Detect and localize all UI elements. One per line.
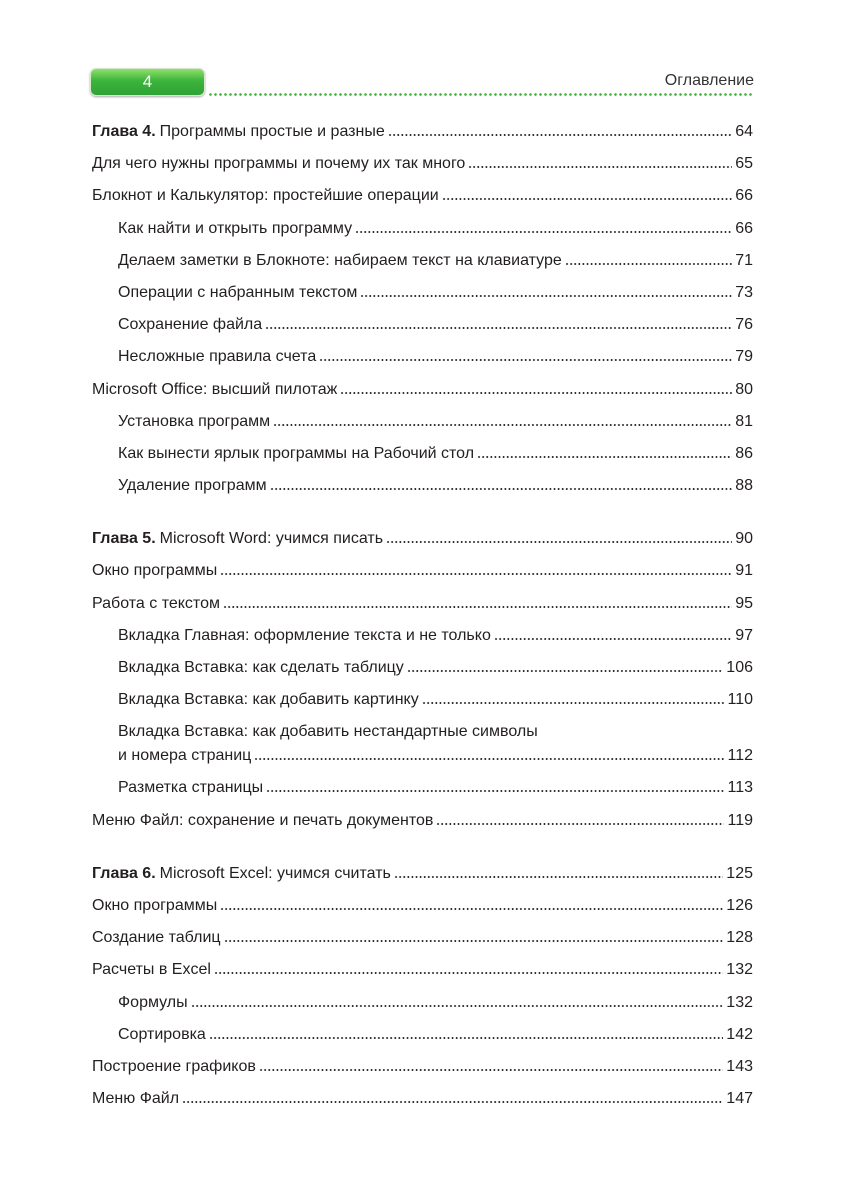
toc-entry-page: 97 bbox=[735, 626, 753, 644]
toc-entry-page: 66 bbox=[735, 219, 753, 237]
dot-leader bbox=[265, 327, 732, 329]
toc-entry[interactable] bbox=[92, 348, 753, 380]
toc-entry[interactable] bbox=[92, 562, 753, 594]
dot-leader bbox=[182, 1101, 723, 1103]
dot-leader bbox=[214, 972, 723, 974]
dot-leader bbox=[273, 424, 732, 426]
toc-entry-title: Окно программы bbox=[92, 562, 218, 580]
toc-entry[interactable] bbox=[92, 961, 753, 993]
toc-entry-title: Разметка страницы bbox=[118, 779, 264, 797]
toc-entry-page: 76 bbox=[735, 316, 753, 334]
toc-entry-title: Меню Файл bbox=[92, 1090, 180, 1108]
toc-entry[interactable] bbox=[92, 316, 753, 348]
toc-chapter-group bbox=[92, 123, 753, 509]
toc-entry-page: 81 bbox=[735, 412, 753, 430]
toc-entry[interactable] bbox=[92, 929, 753, 961]
header-dotted-rule bbox=[208, 93, 754, 96]
toc-entry[interactable] bbox=[92, 627, 753, 659]
dot-leader bbox=[360, 295, 732, 297]
toc-entry-page: 73 bbox=[735, 283, 753, 301]
toc-entry-page: 126 bbox=[726, 896, 753, 914]
toc-entry-page: 86 bbox=[735, 444, 753, 462]
toc-entry[interactable] bbox=[92, 595, 753, 627]
chapter-label: Глава 5. bbox=[92, 530, 156, 548]
toc-entry-title: Расчеты в Excel bbox=[92, 961, 211, 979]
toc-entry-title-line1: Вкладка Вставка: как добавить нестандартные символы bbox=[118, 723, 538, 741]
toc-entry-page: 147 bbox=[726, 1090, 753, 1108]
toc-entry-line2 bbox=[118, 747, 753, 765]
dot-leader bbox=[224, 940, 724, 942]
dot-leader bbox=[468, 166, 732, 168]
toc-entry[interactable] bbox=[92, 477, 753, 509]
toc-entry-title: Программы простые и разные bbox=[159, 123, 385, 140]
toc-entry-page: 90 bbox=[735, 530, 753, 548]
toc-entry-title-line2: и номера страниц bbox=[118, 747, 252, 765]
dot-leader bbox=[209, 1037, 723, 1039]
running-header bbox=[90, 68, 754, 98]
toc-entry[interactable] bbox=[92, 691, 753, 723]
dot-leader bbox=[386, 541, 732, 543]
toc-entry[interactable] bbox=[92, 1090, 753, 1122]
toc-chapter-entry[interactable] bbox=[92, 123, 753, 155]
dot-leader bbox=[565, 263, 732, 265]
toc-entry-page: 113 bbox=[727, 779, 753, 797]
toc-entry-page: 80 bbox=[735, 380, 753, 398]
toc-entry-title: Как найти и открыть программу bbox=[118, 219, 353, 237]
toc-entry-title: Формулы bbox=[118, 993, 188, 1011]
toc-entry-page: 64 bbox=[735, 123, 753, 140]
dot-leader bbox=[422, 702, 725, 704]
dot-leader bbox=[436, 823, 724, 825]
toc-entry[interactable] bbox=[92, 1026, 753, 1058]
toc-entry-page: 119 bbox=[727, 811, 753, 829]
toc-entry-title: Операции с набранным текстом bbox=[118, 283, 358, 301]
toc-entry[interactable] bbox=[92, 187, 753, 219]
toc-entry-title: Для чего нужны программы и почему их так много bbox=[92, 155, 466, 173]
toc-entry[interactable] bbox=[92, 155, 753, 187]
toc-entry-page: 88 bbox=[735, 477, 753, 495]
dot-leader bbox=[220, 908, 723, 910]
dot-leader bbox=[266, 790, 724, 792]
chapter-label: Глава 4. bbox=[92, 123, 156, 140]
dot-leader bbox=[340, 392, 732, 394]
toc-entry-page: 110 bbox=[727, 691, 753, 709]
dot-leader bbox=[223, 606, 732, 608]
toc-entry-page: 79 bbox=[735, 348, 753, 366]
dot-leader bbox=[254, 758, 724, 760]
toc-entry-title: Несложные правила счета bbox=[118, 348, 317, 366]
toc-entry[interactable] bbox=[92, 252, 753, 284]
dot-leader bbox=[191, 1005, 724, 1007]
toc-entry[interactable] bbox=[92, 723, 753, 779]
chapter-label: Глава 6. bbox=[92, 864, 156, 882]
toc-entry[interactable] bbox=[92, 284, 753, 316]
dot-leader bbox=[355, 231, 732, 233]
toc-entry-title: Работа с текстом bbox=[92, 594, 220, 612]
toc-entry-title: Вкладка Вставка: как сделать таблицу bbox=[118, 659, 404, 676]
toc-entry-title: Сортировка bbox=[118, 1025, 206, 1043]
toc-entry-page: 66 bbox=[735, 187, 753, 205]
toc-entry-title: Установка программ bbox=[118, 412, 271, 430]
toc-entry-title: Как вынести ярлык программы на Рабочий стол bbox=[118, 444, 475, 462]
dot-leader bbox=[388, 134, 732, 136]
dot-leader bbox=[259, 1069, 723, 1071]
toc-entry[interactable] bbox=[92, 897, 753, 929]
toc-entry-title: Вкладка Вставка: как добавить картинку bbox=[118, 691, 419, 709]
toc-entry-title: Блокнот и Калькулятор: простейшие операции bbox=[92, 187, 439, 205]
toc-entry[interactable] bbox=[92, 779, 753, 811]
toc-chapter-entry[interactable] bbox=[92, 530, 753, 562]
toc-chapter-group bbox=[92, 530, 753, 844]
toc-entry[interactable] bbox=[92, 381, 753, 413]
toc-entry-page: 143 bbox=[726, 1057, 753, 1075]
toc-entry[interactable] bbox=[92, 659, 753, 691]
toc-entry-page: 95 bbox=[735, 594, 753, 612]
toc-chapter-entry[interactable] bbox=[92, 865, 753, 897]
toc-entry-title: Меню Файл: сохранение и печать документов bbox=[92, 811, 434, 829]
toc-entry-page: 125 bbox=[726, 864, 753, 882]
dot-leader bbox=[407, 670, 724, 672]
toc-entry-page: 132 bbox=[726, 993, 753, 1011]
toc-entry-page: 128 bbox=[726, 929, 753, 947]
toc-entry-title: Microsoft Excel: учимся считать bbox=[159, 864, 391, 882]
dot-leader bbox=[394, 876, 723, 878]
header-title: Оглавление bbox=[664, 72, 754, 89]
toc-chapter-group bbox=[92, 865, 753, 1123]
toc-entry-title: Microsoft Word: учимся писать bbox=[159, 530, 384, 548]
dot-leader bbox=[319, 359, 732, 361]
toc-entry-title: Окно программы bbox=[92, 896, 218, 914]
toc-entry-page: 65 bbox=[735, 155, 753, 173]
page-number: 4 bbox=[142, 72, 153, 91]
dot-leader bbox=[494, 638, 732, 640]
toc-entry-page: 91 bbox=[735, 562, 753, 580]
toc-entry-page: 112 bbox=[727, 747, 753, 765]
toc-entry[interactable] bbox=[92, 413, 753, 445]
toc-entry-title: Сохранение файла bbox=[118, 316, 263, 334]
toc-entry-title: Удаление программ bbox=[118, 477, 267, 495]
dot-leader bbox=[220, 573, 732, 575]
toc-entry-title: Microsoft Office: высший пилотаж bbox=[92, 380, 338, 398]
page-number-tab bbox=[90, 68, 205, 96]
toc-entry[interactable] bbox=[92, 812, 753, 844]
toc-entry-title: Построение графиков bbox=[92, 1057, 256, 1075]
toc-entry-page: 132 bbox=[726, 961, 753, 979]
toc-entry-page: 71 bbox=[735, 251, 753, 269]
dot-leader bbox=[270, 488, 733, 490]
toc-entry-title: Делаем заметки в Блокноте: набираем текст на клавиатуре bbox=[118, 251, 562, 269]
toc-entry-title: Вкладка Главная: оформление текста и не только bbox=[118, 626, 491, 644]
toc-entry[interactable] bbox=[92, 445, 753, 477]
toc-entry[interactable] bbox=[92, 994, 753, 1026]
toc-entry-title: Создание таблиц bbox=[92, 929, 221, 947]
toc-entry-page: 142 bbox=[726, 1025, 753, 1043]
table-of-contents bbox=[92, 123, 753, 1143]
toc-entry[interactable] bbox=[92, 220, 753, 252]
dot-leader bbox=[442, 198, 733, 200]
dot-leader bbox=[477, 456, 732, 458]
toc-entry-page: 106 bbox=[726, 659, 753, 676]
toc-entry[interactable] bbox=[92, 1058, 753, 1090]
